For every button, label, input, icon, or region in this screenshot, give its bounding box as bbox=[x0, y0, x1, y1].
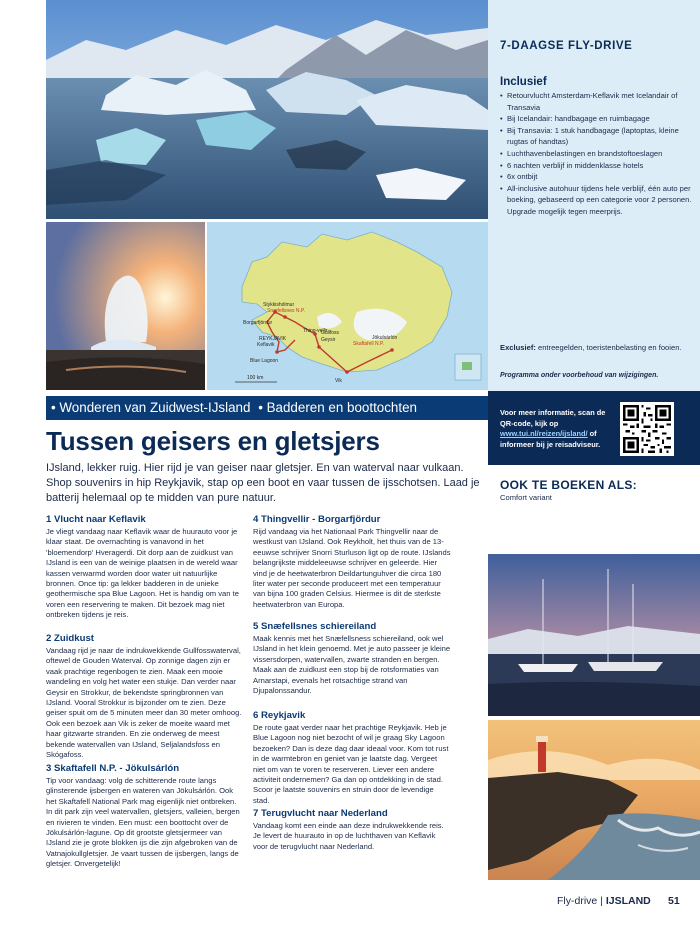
footer-country: IJSLAND bbox=[605, 895, 651, 907]
map-label-geysir: Geysir bbox=[321, 337, 336, 343]
exclusief-body: entreegelden, toeristenbelasting en fooien. bbox=[535, 343, 682, 352]
banner-item: • Wonderen van Zuidwest-IJsland bbox=[51, 400, 251, 415]
map-label-reykjavik: REYKJAVIK bbox=[259, 336, 287, 342]
day-text: De route gaat verder naar het prachtige Reykjavik. Heb je Blue Lagoon nog niet bezocht of wil je graag Sky Lagoon bezoeken? Dan is deze dag daar ideaal voor. Kom tot rust in de warmtebron en geniet van je laatste dag. Vergeet niet om van te voren te reserveren. Liever een andere activiteit ondernemen? Ga dan op ontdekking in de stad. Scoor je laatste souvenirs en struin door de levendige stad. bbox=[253, 723, 449, 805]
map-label-vik: Vik bbox=[335, 378, 342, 384]
map-label-gullfoss: Gullfoss bbox=[321, 330, 340, 336]
inclusief-item: • 6x ontbijt bbox=[500, 171, 696, 183]
exclusief-label: Exclusief: bbox=[500, 343, 536, 352]
map-label-thingvellir: Thing-vellir bbox=[303, 328, 328, 334]
glacier-lagoon-photo bbox=[46, 0, 488, 219]
book-as-title: OOK TE BOEKEN ALS: bbox=[500, 478, 637, 492]
day-block-4 bbox=[253, 514, 451, 610]
day-title: 3 Skaftafell N.P. - Jökulsárlón bbox=[46, 763, 180, 774]
inclusief-item: • 6 nachten verblijf in middenklasse hotels bbox=[500, 160, 696, 172]
day-block-2 bbox=[46, 633, 244, 760]
page-number: 51 bbox=[668, 895, 680, 907]
page-title: Tussen geisers en gletsjers bbox=[46, 426, 380, 456]
inclusief-item: • Bij Icelandair: handbagage en ruimbagage bbox=[500, 113, 696, 125]
map-label-keflavik: Keflavik bbox=[257, 342, 275, 348]
day-text: Tip voor vandaag: volg de schitterende route langs glinsterende ijsbergen en wateren van Jökulsárlón. Ook het Skaftafell National Park mag eigenlijk niet ontbreken. In dit park zijn veel watervallen, gletsjers, valleien, bergen en rivieren te vinden. Een must: een boottocht over de Jökulsárlón-lagune. Op dit grootste gletsjermeer van IJsland zie je grote blokken ijs die zijn afgebroken van de Vatnajokullgletsjer. Je vaart tussen de ijsbergen, langs de gletsjer. Onvergetelijk! bbox=[46, 776, 240, 869]
day-block-1 bbox=[46, 514, 244, 621]
day-text: Maak kennis met het Snæfellsness schiereiland, ook wel IJsland in het klein genoemd. Met je auto passeer je kleine vissersdorpen, watervallen, zwarte stranden en bergen. Maak aan de zuidkust een stop bij de rotsformaties van Arnarstapi, evenals het rotsachtige strand van Djupalonssandur. bbox=[253, 634, 451, 696]
map-scale-label: 100 km bbox=[247, 375, 264, 381]
day-title: 4 Thingvellir - Borgarfjördur bbox=[253, 514, 381, 525]
inclusief-heading: Inclusief bbox=[500, 76, 547, 88]
inclusief-item: • Retourvlucht Amsterdam-Keflavik met Icelandair of Transavia bbox=[500, 90, 696, 113]
program-note: Programma onder voorbehoud van wijzigingen. bbox=[500, 372, 659, 379]
inclusief-list bbox=[500, 90, 696, 218]
map-label-borgarfjordur: Borgarfjördur bbox=[243, 320, 273, 326]
map-label-skaftafell: Skaftafell N.P. bbox=[353, 341, 385, 347]
day-block-6 bbox=[253, 710, 451, 806]
qr-text-part: Voor meer informatie, scan de QR-code, kijk op bbox=[500, 408, 606, 428]
day-block-3 bbox=[46, 763, 244, 870]
trip-type-title: 7-DAAGSE FLY-DRIVE bbox=[500, 40, 633, 52]
day-title: 2 Zuidkust bbox=[46, 633, 94, 644]
day-text: Je vliegt vandaag naar Keflavik waar de huurauto voor je klaar staat. De overnachting is vanavond in het 'bloemendorp' Hveragerdi. Dit dorp aan de zuidkust van IJsland is een van de weinige plaatsen in de wereld waar kassen verwarmd worden door water uit natuurlijke bronnen. Once tip: ga lekker badderen in de unieke geothermische spa Blue Lagoon. Het is handig om van te voren een reservering te maken. Dit bezoek mag niet ontbreken tijdens je reis. bbox=[46, 527, 239, 620]
map-label-blue-lagoon: Blue Lagoon bbox=[250, 358, 279, 364]
map-label-snaefellsnes: Snæfellsnes N.P. bbox=[267, 308, 305, 314]
qr-info-text bbox=[500, 408, 612, 450]
map-label-stykkisholmur: Stykkishólmur bbox=[263, 302, 295, 308]
sailboat-harbour-photo bbox=[488, 554, 700, 716]
day-title: 6 Reykjavik bbox=[253, 710, 306, 721]
inclusief-item: • All-inclusive autohuur tijdens hele verblijf, één auto per boeking, gebaseerd op een categorie voor 2 personen. Upgrade mogelijk tegen meerprijs. bbox=[500, 183, 696, 218]
day-block-7 bbox=[253, 808, 451, 852]
day-text: Vandaag rijd je naar de indrukwekkende Gullfosswaterval, oftewel de Gouden Waterval. Op zonnige dagen zijn er vaak prachtige regenbogen te zien. Maak een mooie wandeling en volg het water een stukje. Dan verder naar Geysir en Strokkur, de bekendste springbronnen van IJsland. Vooral Strokkur is bijzonder om te zien. Deze geiser spuit om de 5 minuten meer dan 30 meter omhoog. Ook een bezoek aan Vik is zeker de moeite waard met haar gitzwarte stranden. En zie onderweg de meest bekende watervallen van IJsland, Seljalandsfoss en Skógafoss. bbox=[46, 646, 242, 760]
inclusief-item: • Luchthavenbelastingen en brandstoftoeslagen bbox=[500, 148, 696, 160]
highlight-banner bbox=[46, 396, 488, 420]
intro-text: IJsland, lekker ruig. Hier rijd je van geiser naar gletsjer. En van waterval naar vulkaan. Shop souvenirs in hip Reykjavik, stap op een boot en vaar tussen de ijsschotsen. Laad je batterij helemaal op te midden van pure natuur. bbox=[46, 462, 480, 504]
day-text: Vandaag komt een einde aan deze indrukwekkende reis. Je levert de huurauto in op de luchthaven van Keflavik voor de terugvlucht naar Nederland. bbox=[253, 821, 444, 851]
geyser-photo bbox=[46, 222, 205, 390]
lighthouse-cliffs-photo bbox=[488, 720, 700, 880]
tui-link[interactable]: www.tui.nl/reizen/ijsland/ bbox=[500, 429, 588, 439]
exclusief-text bbox=[500, 342, 690, 354]
footer-section: Fly-drive | bbox=[557, 895, 606, 907]
day-title: 1 Vlucht naar Keflavik bbox=[46, 514, 146, 525]
day-text: Rijd vandaag via het Nationaal Park Thingvellir naar de westkust van IJsland. Ook Reykholt, het thuis van de 13-eeuwse schrijver Snorri Sturluson ligt op de route. IJslands belangrijkste middeleeuwse schrijver en geleerde. Hier vind je de heetwaterbron Deildartunguhver die circa 180 liter water per seconde produceert met een temperatuur van bijna 100 graden Celsius. Hiermee is dit de sterkste heetwaterbron van Europa. bbox=[253, 527, 451, 609]
day-title: 5 Snæfellsnes schiereiland bbox=[253, 621, 377, 632]
map-label-jokulsarlon: Jökulsárlón bbox=[372, 335, 398, 341]
iceland-route-map bbox=[207, 222, 488, 390]
day-title: 7 Terugvlucht naar Nederland bbox=[253, 808, 388, 819]
page-footer bbox=[557, 895, 651, 907]
inclusief-item: • Bij Transavia: 1 stuk handbagage (laptoptas, kleine rugtas of handtas) bbox=[500, 125, 696, 148]
qr-code-icon[interactable] bbox=[620, 402, 674, 456]
day-block-5 bbox=[253, 621, 451, 696]
book-as-variant[interactable]: Comfort variant bbox=[500, 493, 552, 502]
banner-item: • Badderen en boottochten bbox=[258, 400, 417, 415]
qr-text-part: of informeer bij je reisadviseur. bbox=[500, 429, 601, 449]
